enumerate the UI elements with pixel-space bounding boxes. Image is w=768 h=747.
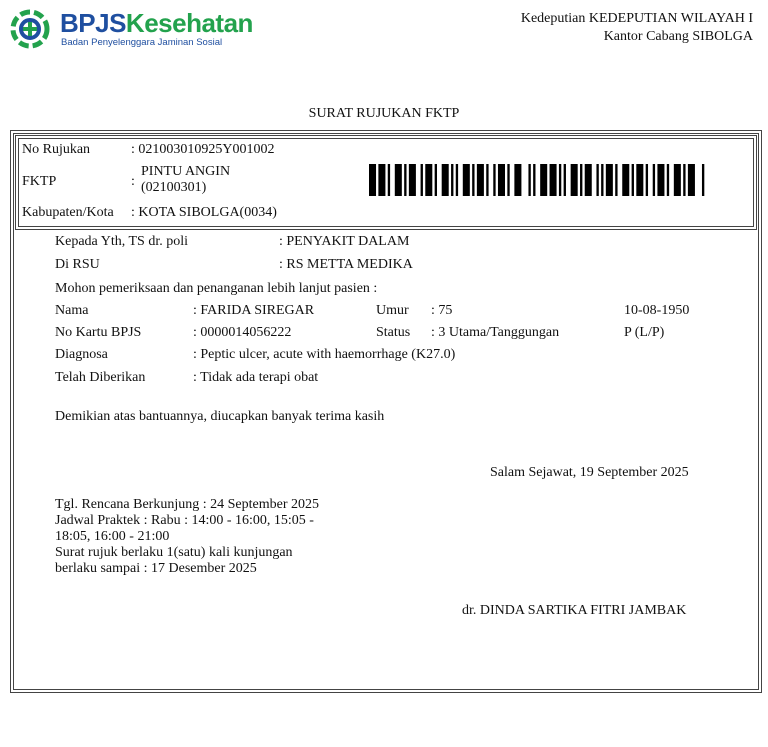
barcode-bar <box>395 164 402 196</box>
barcode-bar <box>435 164 437 196</box>
referral-barcode <box>369 164 709 196</box>
barcode-bar <box>421 164 423 196</box>
kepada-value: : PENYAKIT DALAM <box>279 234 410 249</box>
closing-text: Demikian atas bantuannya, diucapkan banyak terima kasih <box>55 409 385 424</box>
barcode-bar <box>507 164 509 196</box>
no-rujukan-value: : 021003010925Y001002 <box>131 142 275 157</box>
office-header <box>521 10 753 46</box>
barcode-bar <box>540 164 547 196</box>
diberikan-label: Telah Diberikan <box>55 370 146 385</box>
office-line2: Kantor Cabang SIBOLGA <box>603 29 753 44</box>
barcode-bar <box>456 164 458 196</box>
gender: P (L/P) <box>624 325 665 340</box>
document-title: SURAT RUJUKAN FKTP <box>308 106 460 121</box>
umur-label: Umur <box>376 303 409 318</box>
kabupaten-label: Kabupaten/Kota <box>22 205 114 220</box>
barcode-bar <box>498 164 505 196</box>
barcode-bar <box>636 164 643 196</box>
barcode-bar <box>550 164 557 196</box>
barcode-bar <box>688 164 695 196</box>
nama-label: Nama <box>55 303 89 318</box>
fktp-code: (02100301) <box>141 180 207 195</box>
practice-schedule: Jadwal Praktek : Rabu : 14:00 - 16:00, 15:05 - <box>55 513 314 528</box>
kabupaten-value: : KOTA SIBOLGA(0034) <box>131 205 277 220</box>
validity-note: Surat rujuk berlaku 1(satu) kali kunjungan <box>55 545 293 560</box>
brand-part2: Kesehatan <box>125 8 253 38</box>
schedule-block <box>55 497 319 577</box>
barcode-bar <box>493 164 495 196</box>
visit-plan: Tgl. Rencana Berkunjung : 24 September 2025 <box>55 497 319 512</box>
barcode-bar <box>463 164 470 196</box>
barcode-bar <box>472 164 474 196</box>
nama-value: : FARIDA SIREGAR <box>193 303 315 318</box>
umur-value: : 75 <box>431 303 453 318</box>
bpjs-logo <box>10 8 253 49</box>
barcode-bar <box>632 164 634 196</box>
barcode-bar <box>369 164 376 196</box>
kepada-label: Kepada Yth, TS dr. poli <box>55 234 188 249</box>
fktp-label: FKTP <box>22 174 57 189</box>
barcode-bar <box>486 164 488 196</box>
barcode-bar <box>653 164 655 196</box>
kartu-label: No Kartu BPJS <box>55 325 142 340</box>
barcode-bar <box>622 164 629 196</box>
bpjs-emblem-icon <box>10 9 50 49</box>
diagnosa-label: Diagnosa <box>55 347 108 362</box>
barcode-bar <box>674 164 681 196</box>
barcode-bar <box>477 164 484 196</box>
brand-name <box>60 9 253 37</box>
barcode-bar <box>683 164 685 196</box>
barcode-bar <box>559 164 561 196</box>
barcode-bar <box>409 164 416 196</box>
barcode-bar <box>571 164 578 196</box>
barcode-bar <box>564 164 566 196</box>
barcode-bar <box>601 164 603 196</box>
barcode-bar <box>378 164 385 196</box>
no-rujukan-label: No Rujukan <box>22 142 91 157</box>
barcode-bar <box>596 164 598 196</box>
barcode-bar <box>442 164 449 196</box>
kartu-value: : 0000014056222 <box>193 325 292 340</box>
rsu-value: : RS METTA MEDIKA <box>279 257 413 272</box>
greeting-text: Salam Sejawat, 19 September 2025 <box>490 465 689 480</box>
doctor-name: dr. DINDA SARTIKA FITRI JAMBAK <box>462 603 687 618</box>
barcode-bar <box>388 164 390 196</box>
barcode-bar <box>580 164 582 196</box>
barcode-bar <box>657 164 664 196</box>
rsu-label: Di RSU <box>55 257 100 272</box>
barcode-bar <box>615 164 617 196</box>
fktp-name: PINTU ANGIN <box>141 164 231 179</box>
diagnosa-value: : Peptic ulcer, acute with haemorrhage (K27.0) <box>193 347 456 362</box>
practice-schedule-cont: 18:05, 16:00 - 21:00 <box>55 529 170 544</box>
status-label: Status <box>376 325 411 340</box>
barcode-bar <box>702 164 704 196</box>
barcode-bar <box>585 164 592 196</box>
barcode-bar <box>404 164 406 196</box>
fktp-value <box>141 164 230 196</box>
barcode-bar <box>451 164 453 196</box>
barcode-bar <box>606 164 613 196</box>
patient-intro: Mohon pemeriksaan dan penanganan lebih lanjut pasien : <box>55 281 378 296</box>
status-value: : 3 Utama/Tanggungan <box>431 325 560 340</box>
barcode-bar <box>533 164 535 196</box>
barcode-bar <box>646 164 648 196</box>
barcode-bar <box>667 164 669 196</box>
brand-subtitle: Badan Penyelenggara Jaminan Sosial <box>61 37 223 48</box>
birth-date: 10-08-1950 <box>624 303 690 318</box>
barcode-bar <box>425 164 432 196</box>
valid-until: berlaku sampai : 17 Desember 2025 <box>55 561 257 576</box>
brand-part1: BPJS <box>60 8 126 38</box>
barcode-bar <box>514 164 521 196</box>
fktp-colon: : <box>131 174 135 189</box>
office-line1: Kedeputian KEDEPUTIAN WILAYAH I <box>520 11 753 26</box>
diberikan-value: : Tidak ada terapi obat <box>193 370 319 385</box>
barcode-bar <box>528 164 530 196</box>
